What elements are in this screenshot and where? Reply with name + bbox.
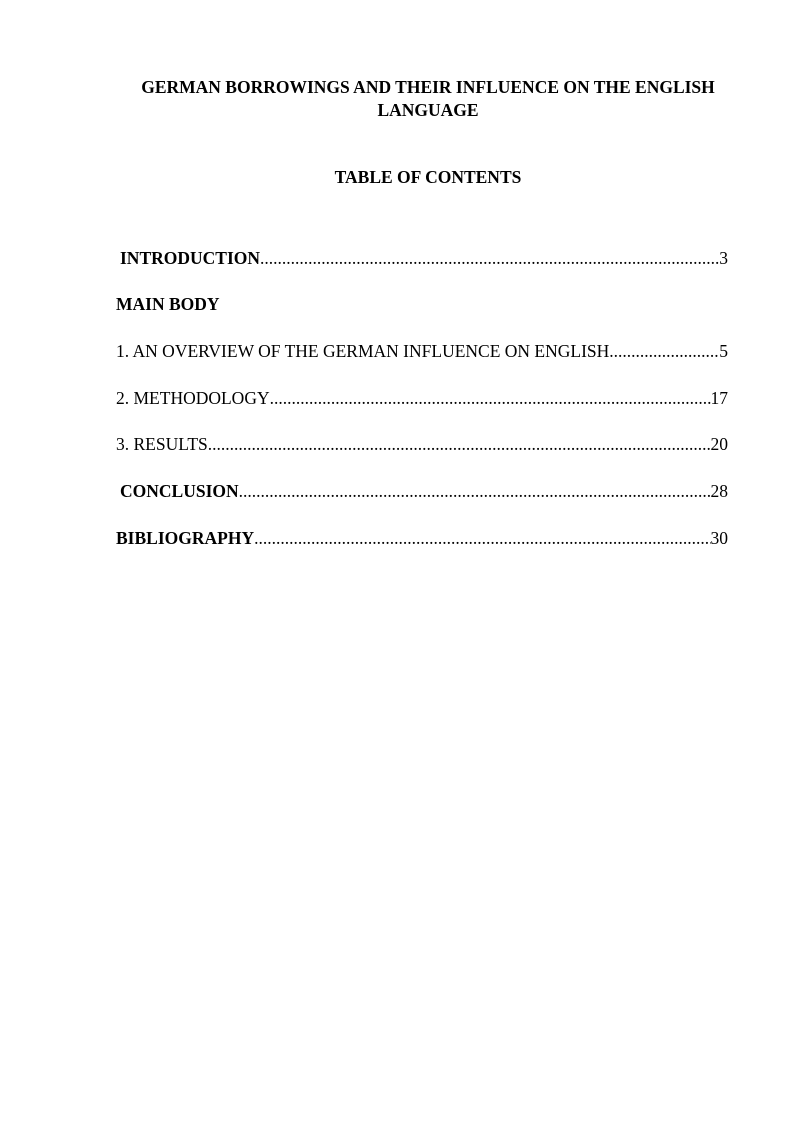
toc-page-number: 17 <box>710 388 728 408</box>
toc-entry-conclusion[interactable] <box>116 479 728 503</box>
document-title: GERMAN BORROWINGS AND THEIR INFLUENCE ON THE ENGLISH LANGUAGE <box>141 77 715 120</box>
toc-dot-leader <box>270 386 711 410</box>
main-body-heading: MAIN BODY <box>116 294 220 314</box>
toc-entry-chapter-3[interactable] <box>116 432 728 456</box>
toc-page-number: 28 <box>710 481 728 501</box>
toc-entry-label: BIBLIOGRAPHY <box>116 528 255 548</box>
toc-dot-leader <box>239 479 711 503</box>
toc-entry-label: INTRODUCTION <box>120 248 261 268</box>
toc-entry-introduction[interactable] <box>116 246 728 270</box>
toc-entry-chapter-1[interactable] <box>116 339 728 363</box>
toc-dot-leader <box>208 432 711 456</box>
toc-entry-chapter-2[interactable] <box>116 386 728 410</box>
toc-entry-bibliography[interactable] <box>116 526 728 550</box>
toc-entry-label: CONCLUSION <box>120 481 239 501</box>
toc-page-number: 30 <box>710 528 728 548</box>
toc-dot-leader <box>254 526 710 550</box>
toc-page-number: 20 <box>710 434 728 454</box>
toc-page-number: 3 <box>719 248 728 268</box>
toc-entry-label: 1. AN OVERVIEW OF THE GERMAN INFLUENCE ON ENGLISH <box>116 341 610 361</box>
toc-heading: TABLE OF CONTENTS <box>334 167 522 187</box>
toc-page-number: 5 <box>719 341 728 361</box>
toc-dot-leader <box>609 339 719 363</box>
toc-dot-leader <box>260 246 719 270</box>
toc-entry-label: 3. RESULTS <box>116 434 208 454</box>
toc-entry-label: 2. METHODOLOGY <box>116 388 270 408</box>
